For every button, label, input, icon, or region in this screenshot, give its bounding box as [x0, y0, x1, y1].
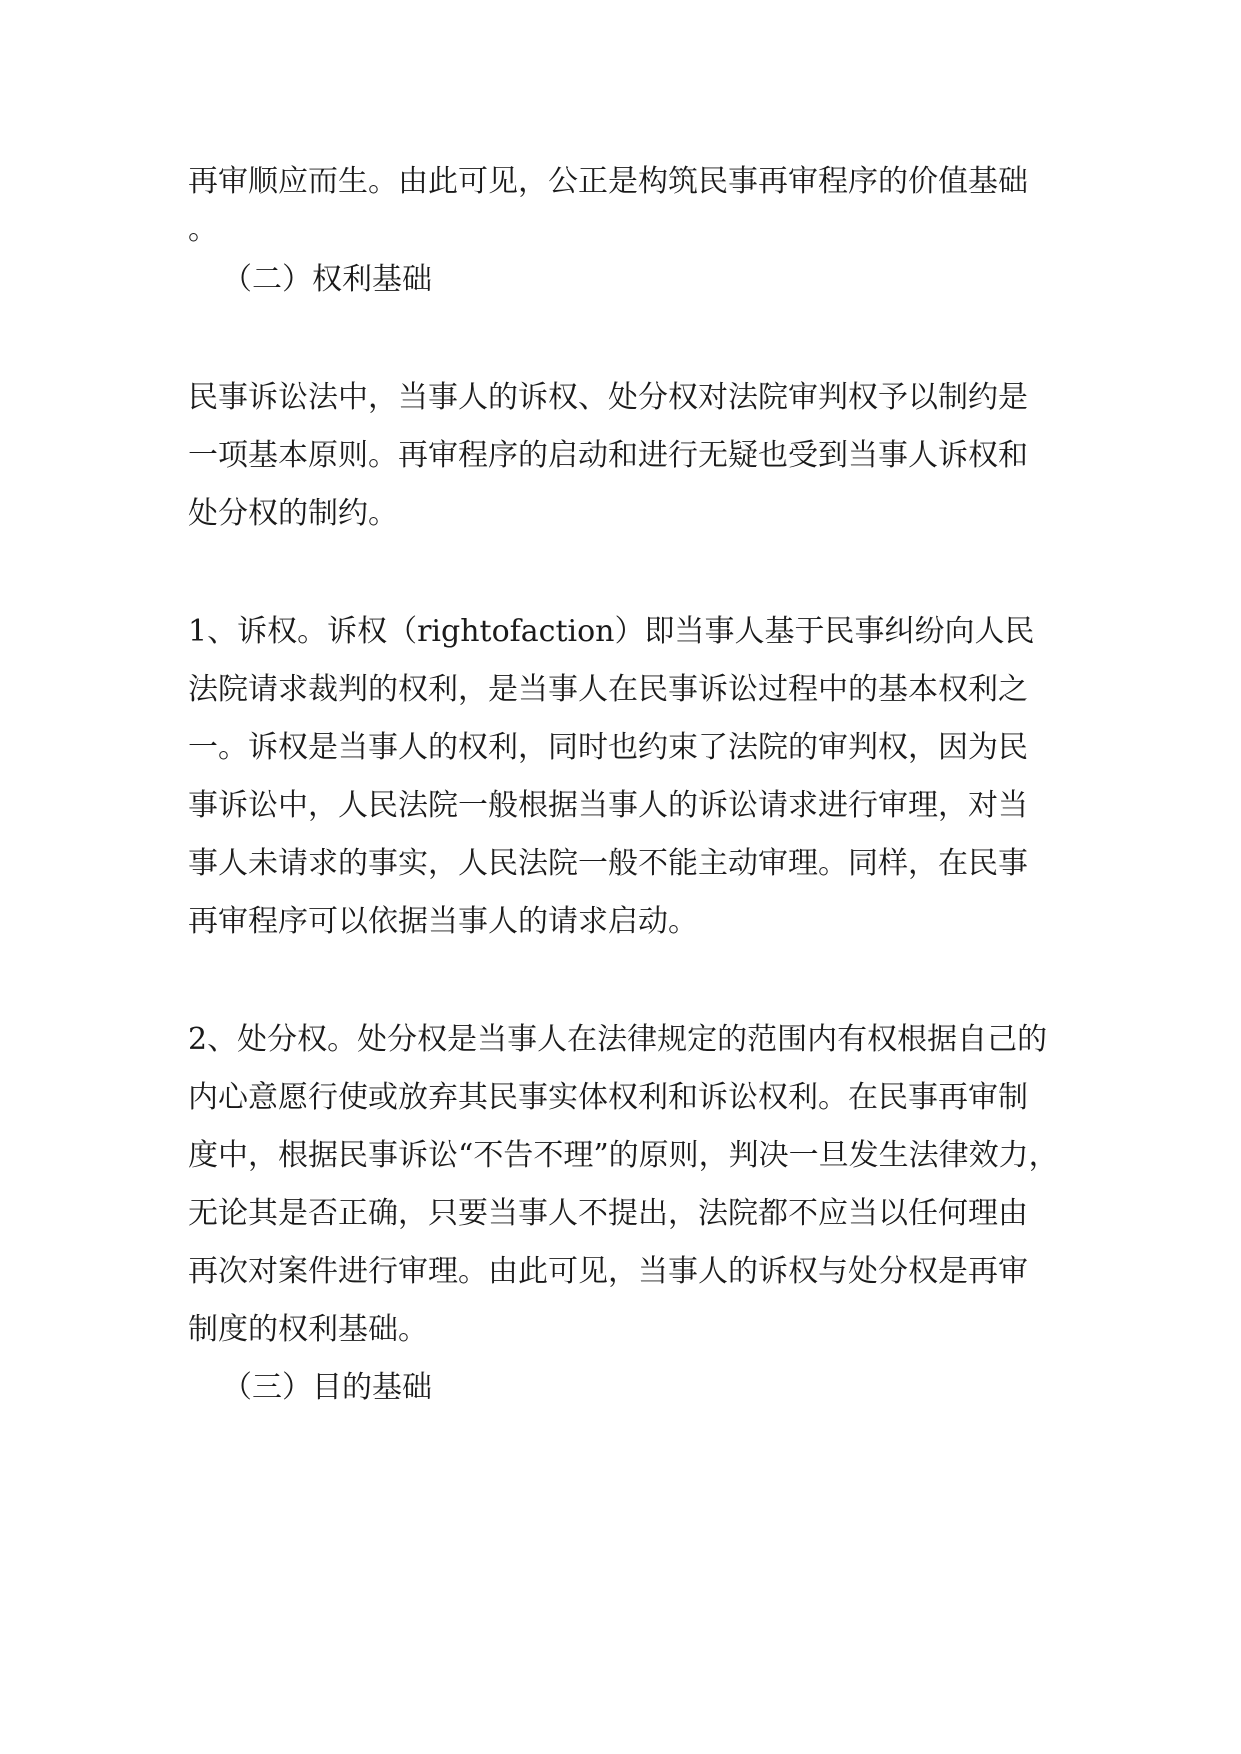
text-line: 事诉讼中，人民法院一般根据当事人的诉讼请求进行审理，对当 [188, 788, 1028, 823]
section-heading: （二）权利基础 [222, 262, 432, 297]
section-heading: （三）目的基础 [222, 1370, 432, 1405]
text-line: 处分权的制约。 [188, 496, 398, 531]
text-line: 法院请求裁判的权利，是当事人在民事诉讼过程中的基本权利之 [188, 672, 1028, 707]
text-line: 再审顺应而生。由此可见，公正是构筑民事再审程序的价值基础 [188, 164, 1028, 199]
text-line: 无论其是否正确，只要当事人不提出，法院都不应当以任何理由 [188, 1196, 1028, 1231]
text-line: 2、处分权。处分权是当事人在法律规定的范围内有权根据自己的 [188, 1022, 1048, 1057]
text-line: 再审程序可以依据当事人的请求启动。 [188, 904, 698, 939]
text-line: 度中，根据民事诉讼“不告不理”的原则，判决一旦发生法律效力， [188, 1138, 1059, 1173]
text-line: 一项基本原则。再审程序的启动和进行无疑也受到当事人诉权和 [188, 438, 1028, 473]
text-line: 再次对案件进行审理。由此可见，当事人的诉权与处分权是再审 [188, 1254, 1028, 1289]
text-line: 。 [188, 212, 218, 247]
text-line: 1、诉权。诉权（rightofaction）即当事人基于民事纠纷向人民 [188, 614, 1035, 649]
text-line: 内心意愿行使或放弃其民事实体权利和诉讼权利。在民事再审制 [188, 1080, 1028, 1115]
text-line: 事人未请求的事实，人民法院一般不能主动审理。同样，在民事 [188, 846, 1028, 881]
text-line: 制度的权利基础。 [188, 1312, 428, 1347]
text-line: 民事诉讼法中，当事人的诉权、处分权对法院审判权予以制约是 [188, 380, 1028, 415]
text-line: 一。诉权是当事人的权利，同时也约束了法院的审判权，因为民 [188, 730, 1028, 765]
